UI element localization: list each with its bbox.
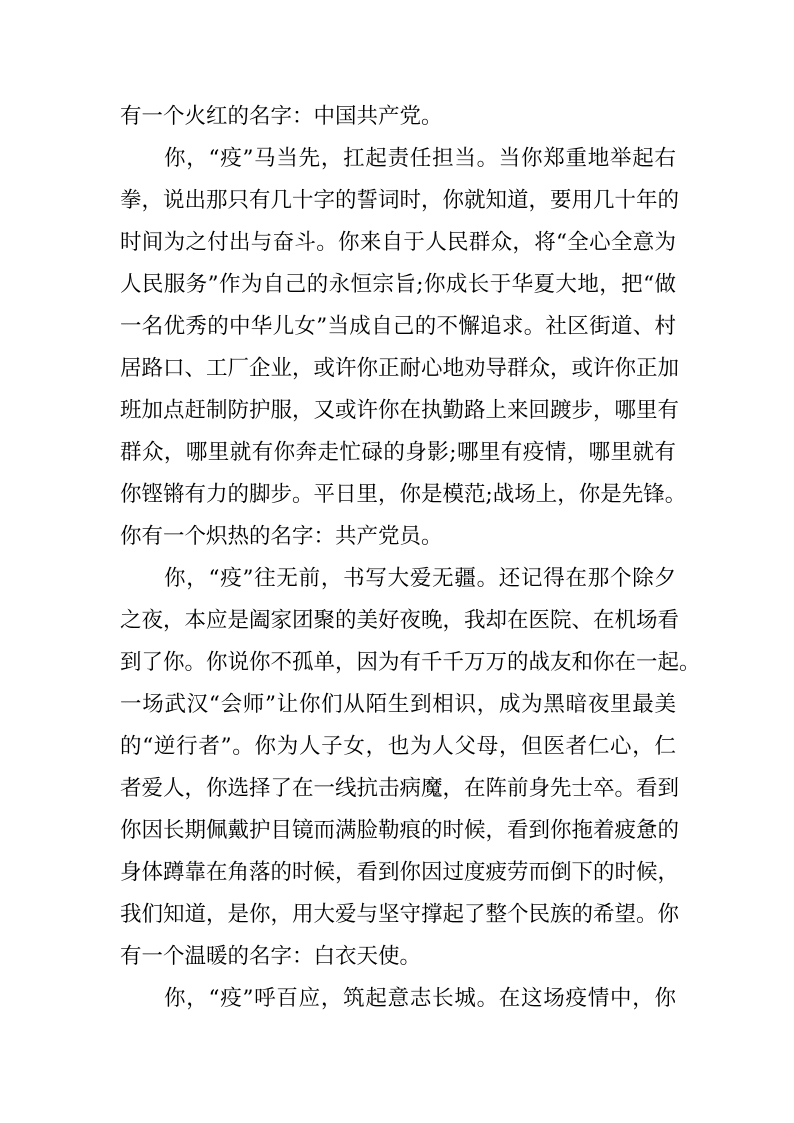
text-line: 的“逆行者”。你为人子女，也为人父母，但医者仁心，仁 bbox=[120, 734, 676, 759]
text-line: 者爱人，你选择了在一线抗击病魔，在阵前身先士卒。看到 bbox=[120, 776, 680, 801]
text-line: 居路口、工厂企业，或许你正耐心地劝导群众，或许你正加 bbox=[120, 356, 680, 381]
text-line: 一名优秀的中华儿女”当成自己的不懈追求。社区街道、村 bbox=[120, 314, 676, 339]
text-line: 拳，说出那只有几十字的誓词时，你就知道，要用几十年的 bbox=[120, 188, 680, 213]
text-line: 身体蹲靠在角落的时候，看到你因过度疲劳而倒下的时候， bbox=[120, 860, 680, 885]
text-line: 到了你。你说你不孤单，因为有千千万万的战友和你在一起。 bbox=[120, 650, 701, 675]
text-line: 一场武汉“会师”让你们从陌生到相识，成为黑暗夜里最美 bbox=[120, 692, 676, 717]
text-line: 你有一个炽热的名字：共产党员。 bbox=[120, 524, 443, 549]
text-line: 你因长期佩戴护目镜而满脸勒痕的时候，看到你拖着疲惫的 bbox=[120, 818, 680, 843]
paragraph-first-line: 你，“疫”呼百应，筑起意志长城。在这场疫情中，你 bbox=[164, 986, 676, 1011]
text-line: 你铿锵有力的脚步。平日里，你是模范;战场上，你是先锋。 bbox=[120, 482, 687, 507]
text-line: 时间为之付出与奋斗。你来自于人民群众，将“全心全意为 bbox=[120, 230, 676, 255]
text-line: 我们知道，是你，用大爱与坚守撑起了整个民族的希望。你 bbox=[120, 902, 680, 927]
body-text bbox=[120, 96, 701, 1020]
text-line: 有一个火红的名字：中国共产党。 bbox=[120, 104, 443, 129]
text-line: 人民服务”作为自己的永恒宗旨;你成长于华夏大地，把“做 bbox=[120, 272, 676, 297]
text-line: 群众，哪里就有你奔走忙碌的身影;哪里有疫情，哪里就有 bbox=[120, 440, 676, 465]
text-line: 班加点赶制防护服，又或许你在执勤路上来回踱步，哪里有 bbox=[120, 398, 680, 423]
paragraph-first-line: 你，“疫”马当先，扛起责任担当。当你郑重地举起右 bbox=[164, 146, 676, 171]
text-line: 之夜，本应是阖家团聚的美好夜晚，我却在医院、在机场看 bbox=[120, 608, 680, 633]
text-line: 有一个温暖的名字：白衣天使。 bbox=[120, 944, 422, 969]
paragraph-first-line: 你，“疫”往无前，书写大爱无疆。还记得在那个除夕 bbox=[164, 566, 676, 591]
